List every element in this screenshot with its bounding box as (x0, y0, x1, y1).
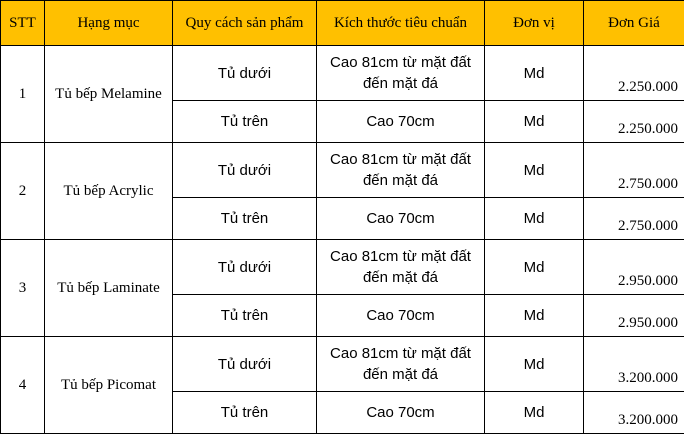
price-cell: 2.250.000 (584, 101, 684, 143)
header-unit: Đơn vị (485, 1, 584, 46)
stt-cell: 3 (1, 240, 45, 337)
price-cell: 3.200.000 (584, 337, 684, 392)
spec-cell: Tủ dưới (173, 143, 317, 198)
stt-cell: 1 (1, 46, 45, 143)
price-cell: 2.950.000 (584, 240, 684, 295)
size-cell: Cao 81cm từ mặt đất đến mặt đá (317, 46, 485, 101)
size-cell: Cao 81cm từ mặt đất đến mặt đá (317, 337, 485, 392)
table-row (1, 143, 684, 198)
table-row (1, 240, 684, 295)
header-item: Hạng mục (45, 1, 173, 46)
spec-cell: Tủ trên (173, 392, 317, 434)
item-name-cell: Tủ bếp Picomat (45, 337, 173, 434)
unit-cell: Md (485, 143, 584, 198)
header-size: Kích thước tiêu chuẩn (317, 1, 485, 46)
header-stt: STT (1, 1, 45, 46)
size-cell: Cao 70cm (317, 392, 485, 434)
stt-cell: 4 (1, 337, 45, 434)
item-name-cell: Tủ bếp Laminate (45, 240, 173, 337)
price-cell: 2.250.000 (584, 46, 684, 101)
spec-cell: Tủ dưới (173, 46, 317, 101)
size-cell: Cao 70cm (317, 101, 485, 143)
stt-cell: 2 (1, 143, 45, 240)
spec-cell: Tủ dưới (173, 240, 317, 295)
header-row (1, 1, 684, 46)
spec-cell: Tủ dưới (173, 337, 317, 392)
unit-cell: Md (485, 101, 584, 143)
size-cell: Cao 81cm từ mặt đất đến mặt đá (317, 143, 485, 198)
size-cell: Cao 81cm từ mặt đất đến mặt đá (317, 240, 485, 295)
table-row (1, 337, 684, 392)
price-cell: 2.750.000 (584, 198, 684, 240)
unit-cell: Md (485, 392, 584, 434)
unit-cell: Md (485, 295, 584, 337)
size-cell: Cao 70cm (317, 295, 485, 337)
header-price: Đơn Giá (584, 1, 684, 46)
price-cell: 2.750.000 (584, 143, 684, 198)
item-name-cell: Tủ bếp Melamine (45, 46, 173, 143)
unit-cell: Md (485, 198, 584, 240)
unit-cell: Md (485, 240, 584, 295)
spec-cell: Tủ trên (173, 101, 317, 143)
spec-cell: Tủ trên (173, 295, 317, 337)
unit-cell: Md (485, 337, 584, 392)
price-cell: 3.200.000 (584, 392, 684, 434)
unit-cell: Md (485, 46, 584, 101)
table-row (1, 46, 684, 101)
item-name-cell: Tủ bếp Acrylic (45, 143, 173, 240)
price-cell: 2.950.000 (584, 295, 684, 337)
spec-cell: Tủ trên (173, 198, 317, 240)
header-spec: Quy cách sản phẩm (173, 1, 317, 46)
size-cell: Cao 70cm (317, 198, 485, 240)
table-body (1, 46, 684, 434)
